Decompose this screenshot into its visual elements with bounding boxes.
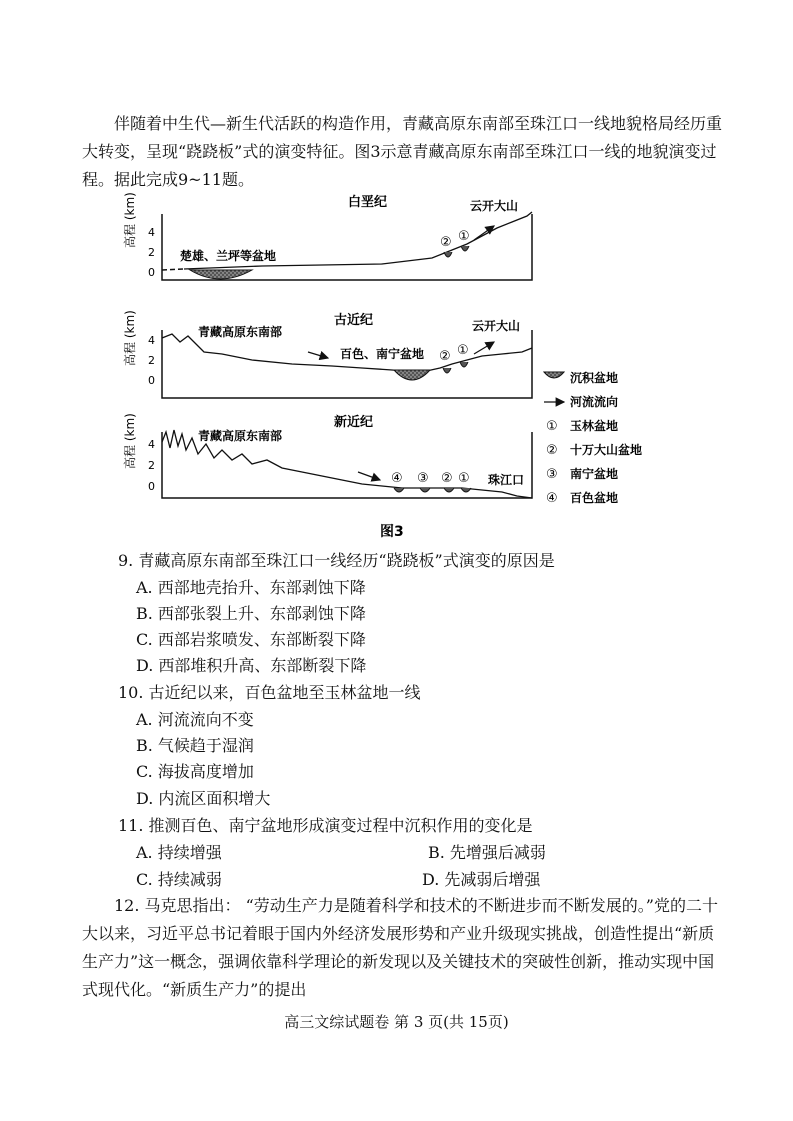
svg-text:4: 4 bbox=[148, 438, 155, 451]
panel2-basin-label: 百色、南宁盆地 bbox=[340, 347, 425, 361]
svg-text:①: ① bbox=[458, 229, 470, 244]
svg-text:0: 0 bbox=[148, 374, 155, 387]
svg-text:②: ② bbox=[441, 471, 453, 486]
panel2-plateau-label: 青藏高原东南部 bbox=[198, 325, 283, 339]
panel-cretaceous bbox=[122, 192, 532, 280]
svg-text:2: 2 bbox=[148, 246, 155, 259]
svg-text:0: 0 bbox=[148, 266, 155, 279]
svg-text:4: 4 bbox=[148, 334, 155, 347]
svg-text:河流流向: 河流流向 bbox=[570, 395, 619, 409]
question-9-option-b[interactable]: B. 西部张裂上升、东部剥蚀下降 bbox=[136, 604, 366, 623]
question-10-option-d[interactable]: D. 内流区面积增大 bbox=[136, 789, 271, 808]
question-11-option-b[interactable]: B. 先增强后减弱 bbox=[428, 843, 546, 862]
question-11-stem: 11. 推测百色、南宁盆地形成演变过程中沉积作用的变化是 bbox=[118, 816, 533, 835]
question-9-option-d[interactable]: D. 西部堆积升高、东部断裂下降 bbox=[136, 656, 367, 675]
panel3-title: 新近纪 bbox=[334, 415, 374, 430]
question-11-option-a[interactable]: A. 持续增强 bbox=[136, 843, 222, 862]
svg-text:2: 2 bbox=[148, 354, 155, 367]
svg-text:①: ① bbox=[458, 471, 470, 486]
panel2-mountain-label: 云开大山 bbox=[472, 319, 521, 333]
question-10-option-a[interactable]: A. 河流流向不变 bbox=[136, 710, 254, 729]
question-10-stem: 10. 古近纪以来，百色盆地至玉林盆地一线 bbox=[118, 683, 421, 702]
question-9-option-a[interactable]: A. 西部地壳抬升、东部剥蚀下降 bbox=[136, 578, 366, 597]
svg-text:南宁盆地: 南宁盆地 bbox=[570, 467, 619, 481]
question-11-option-c[interactable]: C. 持续减弱 bbox=[136, 870, 222, 889]
question-9-option-c[interactable]: C. 西部岩浆喷发、东部断裂下降 bbox=[136, 630, 366, 649]
svg-text:十万大山盆地: 十万大山盆地 bbox=[570, 443, 643, 457]
panel1-title: 白垩纪 bbox=[348, 195, 388, 210]
panel3-ylabel: 高程 (km) bbox=[123, 413, 137, 469]
question-11-option-d[interactable]: D. 先减弱后增强 bbox=[422, 870, 541, 889]
svg-text:玉林盆地: 玉林盆地 bbox=[570, 419, 619, 433]
svg-text:③: ③ bbox=[546, 467, 558, 482]
page-footer: 高三文综试题卷 第 3 页(共 15页) bbox=[284, 1013, 509, 1031]
question-10-option-b[interactable]: B. 气候趋于湿润 bbox=[136, 736, 254, 755]
svg-text:②: ② bbox=[439, 349, 451, 364]
panel-neogene bbox=[122, 413, 532, 498]
svg-text:④: ④ bbox=[391, 471, 403, 486]
question-10-option-c[interactable]: C. 海拔高度增加 bbox=[136, 762, 254, 781]
panel-paleogene bbox=[122, 310, 532, 398]
svg-text:④: ④ bbox=[546, 491, 558, 506]
svg-text:2: 2 bbox=[148, 459, 155, 472]
svg-text:②: ② bbox=[440, 235, 452, 250]
question-12-paragraph: 12. 马克思指出： “劳动生产力是随着科学和技术的不断进步而不断发展的。”党的二十大以来，习近平总书记着眼于国内外经济发展形势和产业升级现实挑战，创造性提出“新质生产力”这一概念，强调依靠科学理论的新发现以及关键技术的突破性创新，推动实现中国式现代化。“新质生产力”的提出 bbox=[82, 896, 718, 999]
svg-text:沉积盆地: 沉积盆地 bbox=[570, 371, 619, 385]
panel1-basin-label: 楚雄、兰坪等盆地 bbox=[180, 249, 277, 263]
panel3-estuary-label: 珠江口 bbox=[488, 473, 525, 487]
figure-legend bbox=[544, 370, 642, 506]
figure-3 bbox=[122, 192, 662, 544]
panel1-mountain-label: 云开大山 bbox=[470, 199, 519, 213]
svg-text:②: ② bbox=[546, 443, 558, 458]
figure-caption: 图3 bbox=[380, 524, 404, 540]
question-9-stem: 9. 青藏高原东南部至珠江口一线经历“跷跷板”式演变的原因是 bbox=[118, 551, 555, 570]
svg-text:百色盆地: 百色盆地 bbox=[570, 491, 619, 505]
panel1-ylabel: 高程 (km) bbox=[123, 192, 137, 248]
svg-text:4: 4 bbox=[148, 226, 155, 239]
svg-text:③: ③ bbox=[417, 471, 429, 486]
panel2-ylabel: 高程 (km) bbox=[123, 310, 137, 366]
svg-text:0: 0 bbox=[148, 480, 155, 493]
panel3-plateau-label: 青藏高原东南部 bbox=[198, 429, 283, 443]
svg-text:①: ① bbox=[457, 343, 469, 358]
intro-paragraph: 伴随着中生代—新生代活跃的构造作用，青藏高原东南部至珠江口一线地貌格局经历重大转变，呈现“跷跷板”式的演变特征。图3示意青藏高原东南部至珠江口一线的地貌演变过程。据此完成9~11题。 bbox=[82, 114, 723, 189]
panel2-title: 古近纪 bbox=[334, 313, 374, 328]
svg-text:①: ① bbox=[546, 419, 558, 434]
